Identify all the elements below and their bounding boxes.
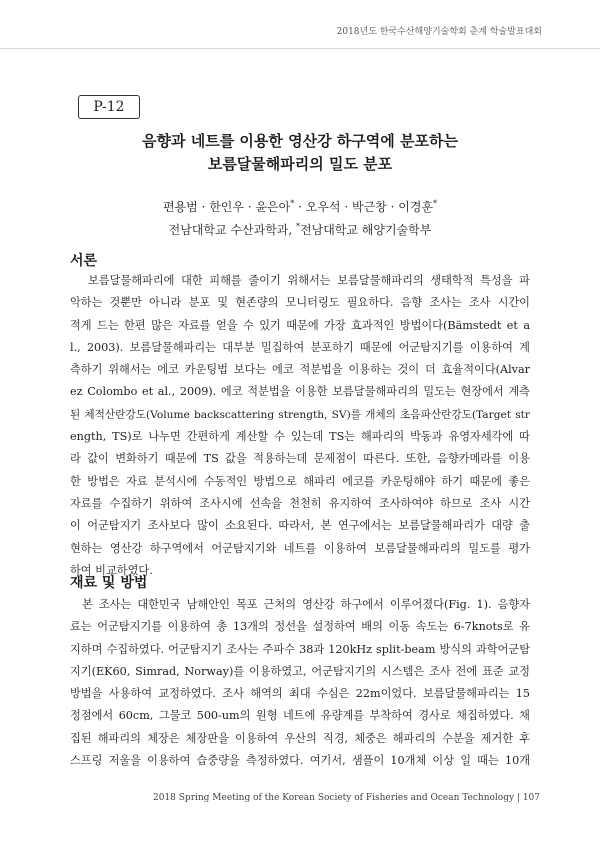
author-name: 이경훈	[398, 200, 434, 214]
author-mark: *	[290, 199, 295, 208]
author-list	[60, 194, 540, 217]
text-line: 스프링 저울을 이용하여 습중량을 측정하였다. 여기서, 샘플이 10개체 이상 일 때는 10개	[70, 754, 530, 768]
text-line: 이 어군탐지기 조사보다 많이 소요된다. 따라서, 본 연구에서는 보름달물해파리가 대량 출	[70, 519, 530, 533]
text-line: 악하는 것뿐만 아니라 분포 및 현존량의 모니터링도 필요하다. 음향 조사는 조사 시간이	[70, 296, 530, 310]
author-mark: *	[433, 199, 438, 208]
affiliation-1: 전남대학교 수산과학과,	[168, 223, 293, 237]
methods-heading: 재료 및 방법	[70, 575, 148, 591]
author-separator: ·	[298, 200, 302, 214]
running-header: 2018년도 한국수산해양기술학회 춘계 학술발표대회	[336, 27, 542, 37]
text-line: 하여 비교하였다.	[70, 563, 153, 577]
author-separator: ·	[390, 200, 395, 214]
author-name: 윤은아	[255, 200, 291, 214]
text-line: 된 체적산란강도(Volume backscattering strength, SV)를 개체의 초음파산란강도(Target str	[70, 407, 530, 421]
methods-paragraph	[70, 594, 530, 772]
title-line-2: 보름달물해파리의 밀도 분포	[207, 155, 393, 173]
intro-heading: 서론	[70, 253, 98, 269]
text-line: 정점에서 60cm, 그물코 500-um의 원형 네트에 유량계를 부착하여 경사로 채집하였다. 채	[70, 709, 530, 723]
text-line: ength, TS)로 나누면 간편하게 계산할 수 있는데 TS는 해파리의 박동과 유영자세각에 따	[70, 430, 530, 444]
text-line: ez Colombo et al., 2009). 에코 적분법을 이용한 보름달물해파리의 밀도는 현장에서 계측	[70, 385, 530, 399]
author-name: 박근창	[352, 200, 387, 214]
text-line: 자료를 수집하기 위하여 조사시에 선속을 천천히 유지하여 조사하여야 하므로 조사 시간	[70, 496, 530, 510]
text-line: l., 2003). 보름달물해파리는 대부분 밀집하여 분포하기 때문에 어군탐지기를 이용하여 계	[70, 340, 530, 354]
author-block	[60, 194, 540, 240]
affiliation-mark: *	[296, 222, 301, 231]
text-line: 측하기 위해서는 에코 카운팅법 보다는 에코 적분법을 이용하는 것이 더 효율적이다(Alvar	[70, 363, 530, 377]
intro-paragraph	[70, 270, 530, 582]
text-line: 현하는 영산강 하구역에서 어군탐지기와 네트를 이용하여 보름달물해파리의 밀도를 평가	[70, 541, 530, 555]
page-footer: 2018 Spring Meeting of the Korean Society of Fisheries and Ocean Technology | 107	[153, 793, 540, 803]
text-line: 라 값이 변화하기 때문에 TS 값을 적용하는데 문제점이 따른다. 또한, 음향카메라를 이용	[70, 452, 530, 466]
text-line: 집된 해파리의 체장은 체장판을 이용하여 우산의 직경, 체중은 해파리의 수분을 제거한 후	[70, 731, 530, 745]
poster-id-badge: P-12	[78, 95, 140, 119]
author-name: 편용범	[162, 200, 198, 214]
author-separator: ·	[344, 200, 349, 214]
affiliation-2: 전남대학교 해양기술학부	[300, 223, 432, 237]
affiliation-line	[60, 217, 540, 240]
text-line: 보름달물해파리에 대한 피해를 줄이기 위해서는 보름달물해파리의 생태학적 특성을 파	[88, 274, 530, 287]
author-name: 한인우	[209, 200, 244, 214]
author-separator: ·	[247, 200, 252, 214]
text-line: 지기(EK60, Simrad, Norway)를 이용하였고, 어군탐지기의 시스템은 조사 전에 표준 교정	[70, 664, 530, 678]
text-line: 적게 드는 한편 많은 자료를 얻을 수 있기 때문에 가장 효과적인 방법이다(Bämstedt et a	[70, 318, 530, 332]
text-line: 본 조사는 대한민국 남해안인 목포 근처의 영산강 하구에서 이루어졌다(Fig. 1). 음향자	[82, 598, 530, 611]
header-divider	[0, 48, 600, 49]
title-line-1: 음향과 네트를 이용한 영산강 하구역에 분포하는	[142, 132, 458, 150]
text-line: 료는 어군탐지기를 이용하여 총 13개의 정선을 설정하여 배의 이동 속도는 6-7knots로 유	[70, 620, 530, 634]
paper-title	[60, 130, 540, 176]
author-name: 오우석	[305, 200, 341, 214]
text-line: 방법을 사용하여 교정하였다. 조사 해역의 최대 수심은 22m이었다. 보름달물해파리는 15	[70, 687, 530, 701]
text-line: 한 방법은 자료 분석시에 수동적인 방법으로 해파리 에코를 카운팅해야 하기 때문에 좋은	[70, 474, 530, 488]
text-line: 지하며 수집하였다. 어군탐지기 조사는 주파수 38과 120kHz split-beam 방식의 과학어군탐	[70, 642, 530, 656]
author-separator: ·	[201, 200, 206, 214]
